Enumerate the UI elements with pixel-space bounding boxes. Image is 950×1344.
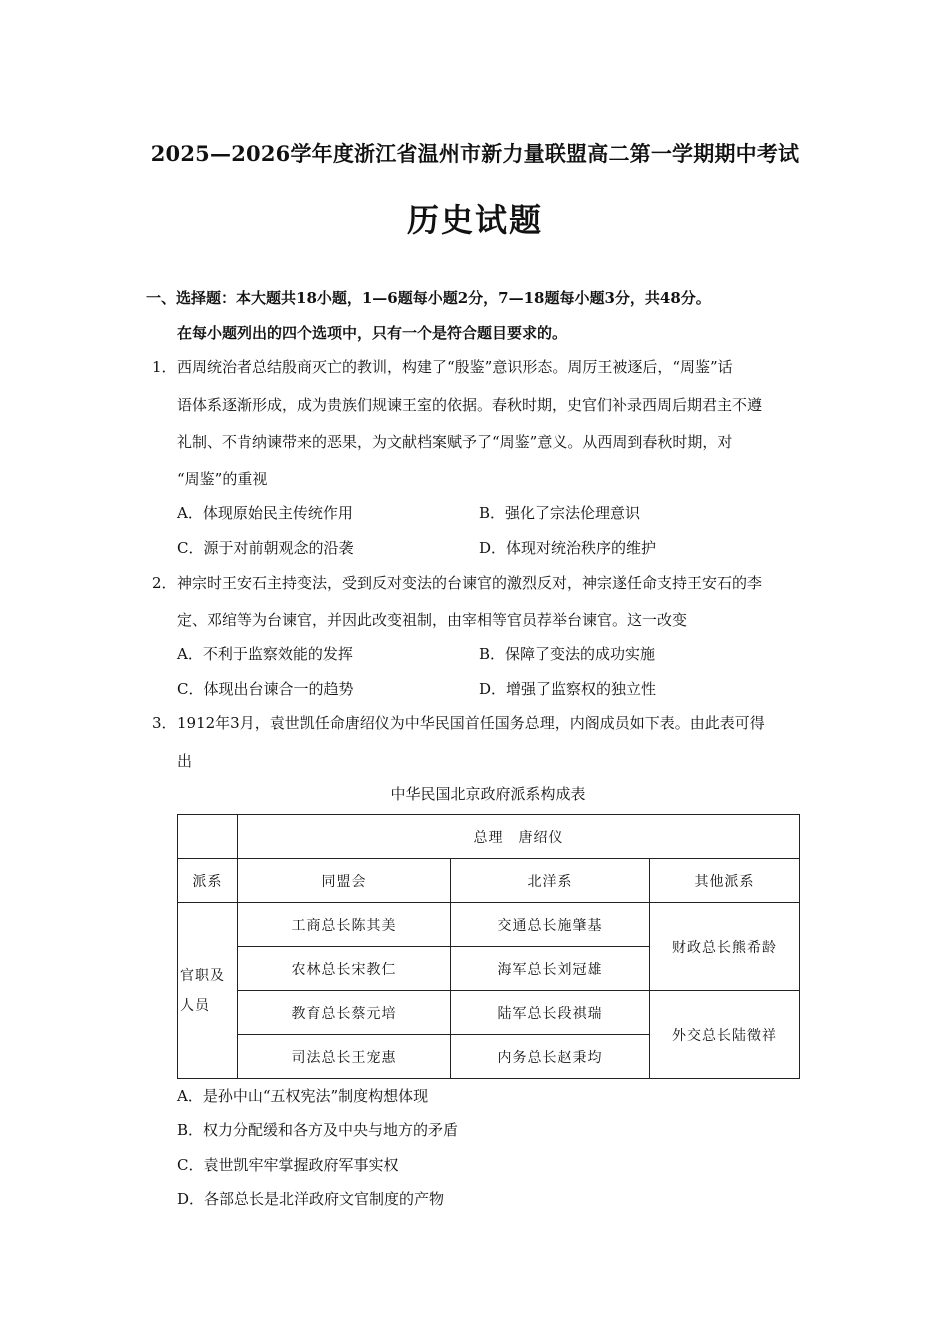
faction-header: 同盟会 xyxy=(238,859,451,903)
option-a[interactable]: A．体现原始民主传统作用 xyxy=(177,504,353,522)
question-number: 3． xyxy=(152,714,177,732)
question-stem-line: 西周统治者总结殷商灭亡的教训，构建了“殷鉴”意识形态。周厉王被逐后，“周鉴”话 xyxy=(177,358,733,376)
faction-header: 北洋系 xyxy=(451,859,650,903)
option-c[interactable]: C．体现出台谏合一的趋势 xyxy=(177,680,354,698)
table-cell: 外交总长陆徵祥 xyxy=(650,991,800,1079)
table-row xyxy=(178,991,800,1035)
officials-label: 官职及人员 xyxy=(178,903,238,1079)
table-row xyxy=(178,903,800,947)
question-stem-line: “周鉴”的重视 xyxy=(177,470,268,488)
faction-header: 其他派系 xyxy=(650,859,800,903)
question-stem-line: 神宗时王安石主持变法，受到反对变法的台谏官的激烈反对，神宗遂任命支持王安石的李 xyxy=(177,574,763,592)
question-stem-line: 语体系逐渐形成，成为贵族们规谏王室的依据。春秋时期，史官们补录西周后期君主不遵 xyxy=(177,396,763,414)
table-row xyxy=(178,815,800,859)
table-cell: 司法总长王宠惠 xyxy=(238,1035,451,1079)
faction-table xyxy=(177,814,800,1079)
question-stem-line: 礼制、不肯纳谏带来的恶果，为文献档案赋予了“周鉴”意义。从西周到春秋时期，对 xyxy=(177,433,733,451)
question-stem-line: 定、邓绾等为台谏官，并因此改变祖制，由宰相等官员荐举台谏官。这一改变 xyxy=(177,611,688,629)
table-cell: 农林总长宋教仁 xyxy=(238,947,451,991)
table-cell: 陆军总长段祺瑞 xyxy=(451,991,650,1035)
option-d[interactable]: D．体现对统治秩序的维护 xyxy=(479,539,657,557)
option-a[interactable]: A．是孙中山“五权宪法”制度构想体现 xyxy=(177,1087,429,1105)
section-heading: 一、选择题：本大题共18小题，1—6题每小题2分，7—18题每小题3分，共48分。 xyxy=(146,289,711,307)
table-cell: 教育总长蔡元培 xyxy=(238,991,451,1035)
subject-title: 历史试题 xyxy=(406,201,543,239)
option-d[interactable]: D．增强了监察权的独立性 xyxy=(479,680,657,698)
option-a[interactable]: A．不利于监察效能的发挥 xyxy=(177,645,353,663)
table-cell: 海军总长刘冠雄 xyxy=(451,947,650,991)
question-stem-line: 出 xyxy=(177,752,193,770)
option-b[interactable]: B．保障了变法的成功实施 xyxy=(479,645,656,663)
table-cell: 内务总长赵秉均 xyxy=(451,1035,650,1079)
question-number: 1． xyxy=(152,358,177,376)
option-c[interactable]: C．袁世凯牢牢掌握政府军事实权 xyxy=(177,1156,399,1174)
option-b[interactable]: B．强化了宗法伦理意识 xyxy=(479,504,641,522)
table-caption: 中华民国北京政府派系构成表 xyxy=(390,785,586,803)
table-cell: 工商总长陈其美 xyxy=(238,903,451,947)
exam-title: 2025—2026学年度浙江省温州市新力量联盟高二第一学期期中考试 xyxy=(150,141,800,166)
option-c[interactable]: C．源于对前朝观念的沿袭 xyxy=(177,539,354,557)
table-cell: 交通总长施肇基 xyxy=(451,903,650,947)
option-b[interactable]: B．权力分配缓和各方及中央与地方的矛盾 xyxy=(177,1121,459,1139)
question-number: 2． xyxy=(152,574,177,592)
premier-cell: 总理 唐绍仪 xyxy=(238,815,800,859)
section-instruction: 在每小题列出的四个选项中，只有一个是符合题目要求的。 xyxy=(177,324,568,342)
faction-label: 派系 xyxy=(178,859,238,903)
table-row xyxy=(178,859,800,903)
table-cell: 财政总长熊希龄 xyxy=(650,903,800,991)
question-stem-line: 1912年3月，袁世凯任命唐绍仪为中华民国首任国务总理，内阁成员如下表。由此表可得 xyxy=(177,714,765,732)
table-cell-empty xyxy=(178,815,238,859)
option-d[interactable]: D．各部总长是北洋政府文官制度的产物 xyxy=(177,1190,445,1208)
